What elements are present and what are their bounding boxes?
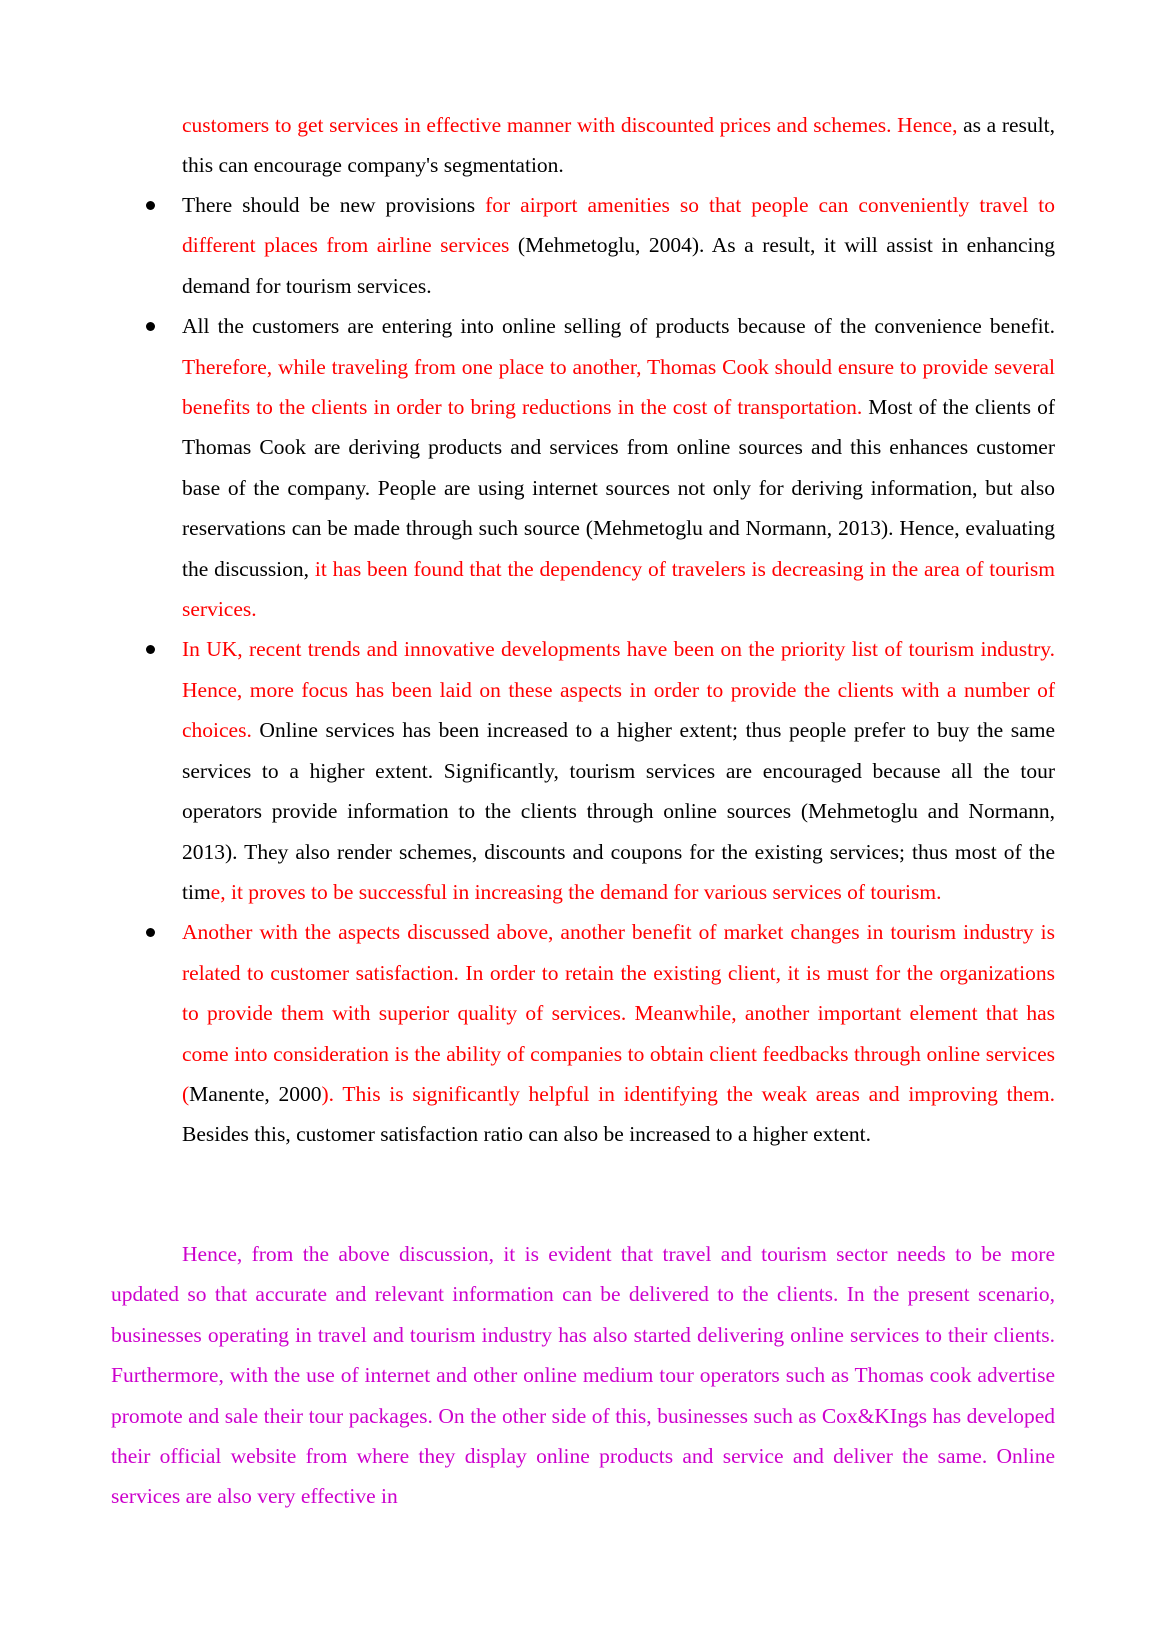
text-run-black: as a result, this can encourage company's segmentation.	[182, 113, 1055, 178]
text-run-black: There should be new provisions	[182, 193, 486, 217]
text-run-black: Online services has been increased to a higher extent; thus people prefer to buy the same services to a higher extent. Significantly, tourism services are encouraged because all the tour operators provide information to the clients through online sources (Mehmetoglu and Normann, 2013). They also render schemes, discounts and coupons for the existing services; thus most of the tim	[182, 718, 1055, 904]
lead-paragraph	[182, 105, 1055, 186]
bullet-dot-icon	[146, 928, 155, 937]
text-run-red: e, it proves to be successful in increasing the demand for various services of tourism.	[210, 879, 942, 904]
text-run-red: for airport amenities so that people can conveniently travel to different places from airline services	[182, 193, 1056, 258]
text-run-red: it has been found that the dependency of travelers is decreasing in the area of tourism services.	[182, 556, 1055, 622]
text-run-red: customers to get services in effective manner with discounted prices and schemes. Hence,	[182, 113, 964, 137]
closing-paragraph: Hence, from the above discussion, it is evident that travel and tourism sector needs to be more updated so that accurate and relevant information can be delivered to the clients. In the present scenario, businesses operating in travel and tourism industry has also started delivering online services to their clients. Furthermore, with the use of internet and other online medium tour operators such as Thomas cook advertise promote and sale their tour packages. On the other side of this, businesses such as Cox&KIngs has developed their official website from where they display online products and service and deliver the same. Online services are also very effective in	[111, 1242, 1055, 1509]
text-run-black: (Mehmetoglu, 2004). As a result, it will assist in enhancing demand for tourism services.	[182, 233, 1055, 298]
text-run-red: ). This is significantly helpful in identifying the weak areas and improving them.	[321, 1081, 1055, 1106]
text-run-black: Most of the clients of Thomas Cook are deriving products and services from online sources and this enhances customer base of the company. People are using internet sources not only for deriving information, but also reservations can be made through such source (Mehmetoglu and Normann, 2013). Hence, evaluating the discussion,	[182, 395, 1056, 581]
bullet-dot-icon	[146, 201, 155, 210]
bullet-item-online-selling	[182, 306, 1055, 629]
bullet-item-uk-trends	[182, 629, 1055, 912]
bullet-list	[182, 185, 1055, 1155]
bullet-item-customer-satisfaction	[182, 912, 1055, 1154]
text-run-red: Another with the aspects discussed above, another benefit of market changes in tourism industry is related to customer satisfaction. In order to retain the existing client, it is must for the organizations to provide them with superior quality of services. Meanwhile, another important element that has come into consideration is the ability of companies to obtain client feedbacks through online services (	[182, 920, 1055, 1106]
text-run-black: All the customers are entering into online selling of products because of the convenience benefit.	[182, 314, 1055, 339]
text-run-red: In UK, recent trends and innovative developments have been on the priority list of tourism industry. Hence, more focus has been laid on these aspects in order to provide the clients with a number of choices.	[182, 637, 1055, 743]
bullet-item-airport-provisions	[182, 185, 1055, 306]
bullet-dot-icon	[146, 645, 155, 654]
text-run-black: Manente, 2000	[189, 1081, 322, 1106]
text-run-red: Therefore, while traveling from one place to another, Thomas Cook should ensure to provide several benefits to the clients in order to bring reductions in the cost of transportation.	[182, 354, 1055, 420]
text-run-black: Besides this, customer satisfaction ratio can also be increased to a higher extent.	[182, 1122, 871, 1147]
bullet-dot-icon	[146, 322, 155, 331]
